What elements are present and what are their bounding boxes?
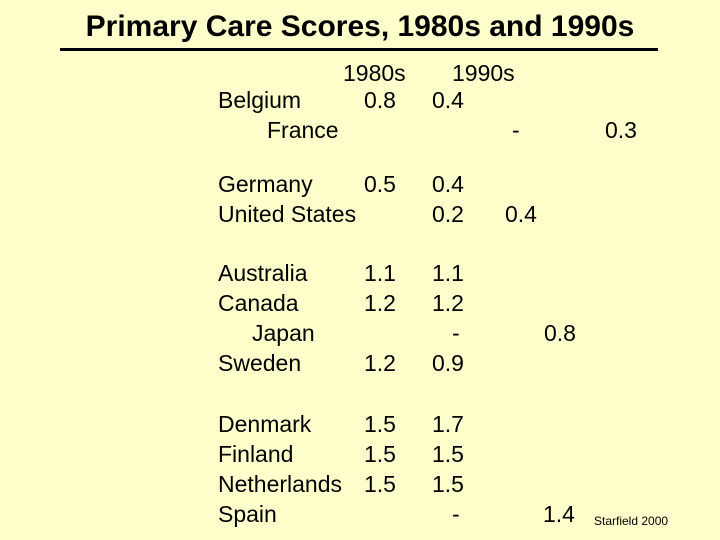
title-underline [60,48,658,51]
score-1980s: 1.2 [364,350,396,376]
country-label: Australia [218,260,308,286]
score-1990s: - [452,320,460,346]
score-1990s: 0.9 [432,350,464,376]
country-label: Belgium [218,87,302,113]
country-label: Germany [218,171,313,197]
score-1990s: 0.4 [432,87,464,113]
source-citation: Starfield 2000 [594,514,669,528]
score-1980s: 1.5 [364,411,396,437]
score-1980s: 0.8 [364,87,396,113]
score-1980s: 1.5 [364,441,396,467]
score-1990s: 1.2 [432,290,464,316]
score-1980s: 0.5 [364,171,396,197]
country-label: Sweden [218,350,302,376]
score-1990s: 1.1 [432,260,464,286]
country-label: Netherlands [218,471,343,497]
score-1980s: 1.5 [364,471,396,497]
country-label: Japan [252,320,315,346]
country-label: Canada [218,290,299,316]
country-label: United States [218,201,357,227]
country-label: Spain [218,501,277,527]
group-score: 0.3 [605,117,637,143]
country-label: Denmark [218,411,312,437]
score-1990s: 1.5 [432,441,464,467]
column-header-1990s: 1990s [452,60,515,86]
group-score: 1.4 [543,501,575,527]
score-1990s: 0.4 [432,171,464,197]
group-score: 0.4 [505,201,537,227]
column-header-1980s: 1980s [343,60,406,86]
country-label: France [267,117,339,143]
group-score: 0.8 [544,320,576,346]
country-label: Finland [218,441,294,467]
score-1990s: - [452,501,460,527]
score-1990s: 0.2 [432,201,464,227]
score-1980s: 1.2 [364,290,396,316]
score-1990s: 1.5 [432,471,464,497]
page-title: Primary Care Scores, 1980s and 1990s [85,10,635,43]
score-1980s: 1.1 [364,260,396,286]
score-1990s: 1.7 [432,411,464,437]
score-1990s: - [512,117,520,143]
